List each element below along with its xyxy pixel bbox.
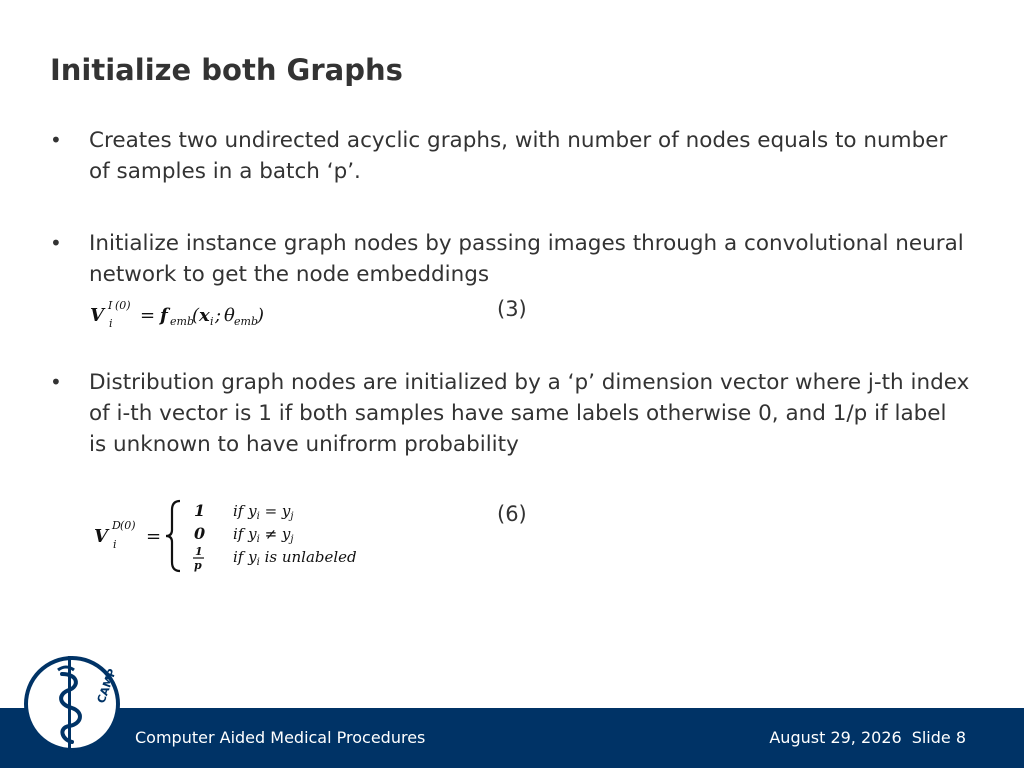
svg-text:if yi is unlabeled: if $y_i$ is unlabeled bbox=[233, 548, 357, 568]
footer-date: August 29, 2026 bbox=[769, 728, 902, 747]
svg-text:;: ; bbox=[215, 305, 222, 326]
svg-text:emb: emb bbox=[234, 315, 258, 328]
svg-text:=: = bbox=[146, 526, 162, 547]
svg-text:if yi ≠ yj: if $y_i \ne y_j$ bbox=[233, 525, 294, 545]
svg-text:f: f bbox=[160, 305, 168, 326]
equation-6-image bbox=[88, 496, 378, 586]
bullet-item bbox=[50, 367, 970, 460]
svg-text:): ) bbox=[257, 305, 265, 326]
svg-text:I: I bbox=[108, 299, 113, 312]
equation-number: (3) bbox=[497, 297, 527, 321]
bullet-text: Creates two undirected acyclic graphs, with number of nodes equals to number of samples in a batch ‘p’. bbox=[89, 128, 948, 184]
svg-text:D: D bbox=[112, 519, 121, 532]
equation-number: (6) bbox=[497, 502, 527, 526]
svg-text:1: 1 bbox=[195, 545, 203, 558]
slide-title: Initialize both Graphs bbox=[50, 53, 403, 87]
footer-date-slide bbox=[769, 728, 966, 747]
bullet-item bbox=[50, 125, 970, 187]
bullet-text: Initialize instance graph nodes by passing images through a convolutional neural network to get the node embeddings bbox=[89, 231, 964, 287]
svg-text:V: V bbox=[90, 305, 104, 326]
bullet-marker: • bbox=[50, 231, 62, 255]
footer-institution: Computer Aided Medical Procedures bbox=[135, 728, 426, 747]
equation-distribution-init bbox=[88, 496, 378, 586]
camp-logo-icon bbox=[22, 652, 130, 756]
svg-text:θ: θ bbox=[224, 305, 235, 326]
svg-text:0: 0 bbox=[194, 524, 206, 543]
equation-instance-embedding bbox=[88, 296, 318, 336]
svg-text:=: = bbox=[140, 305, 156, 326]
svg-text:x: x bbox=[199, 305, 210, 326]
svg-text:i: i bbox=[210, 315, 214, 328]
bullet-item bbox=[50, 228, 970, 290]
svg-text:(0): (0) bbox=[120, 519, 136, 532]
svg-text:V: V bbox=[94, 526, 108, 547]
svg-text:(: ( bbox=[192, 305, 200, 326]
svg-text:1: 1 bbox=[194, 501, 206, 520]
svg-text:i: i bbox=[113, 538, 117, 551]
logo-text: CAMP bbox=[94, 667, 119, 706]
svg-text:emb: emb bbox=[170, 315, 194, 328]
svg-text:(0): (0) bbox=[115, 299, 131, 312]
equation-3-image bbox=[88, 296, 318, 332]
svg-text:p: p bbox=[194, 559, 202, 572]
svg-text:if yi = yj: if $y_i = y_j$ bbox=[233, 502, 294, 522]
svg-text:i: i bbox=[109, 317, 113, 330]
slide-number: Slide 8 bbox=[911, 728, 966, 747]
bullet-marker: • bbox=[50, 370, 62, 394]
bullet-marker: • bbox=[50, 128, 62, 152]
bullet-text: Distribution graph nodes are initialized by a ‘p’ dimension vector where j-th index of i-th vector is 1 if both samples have same labels otherwise 0, and 1/p if label is unknown to have unifrorm probability bbox=[89, 370, 970, 457]
